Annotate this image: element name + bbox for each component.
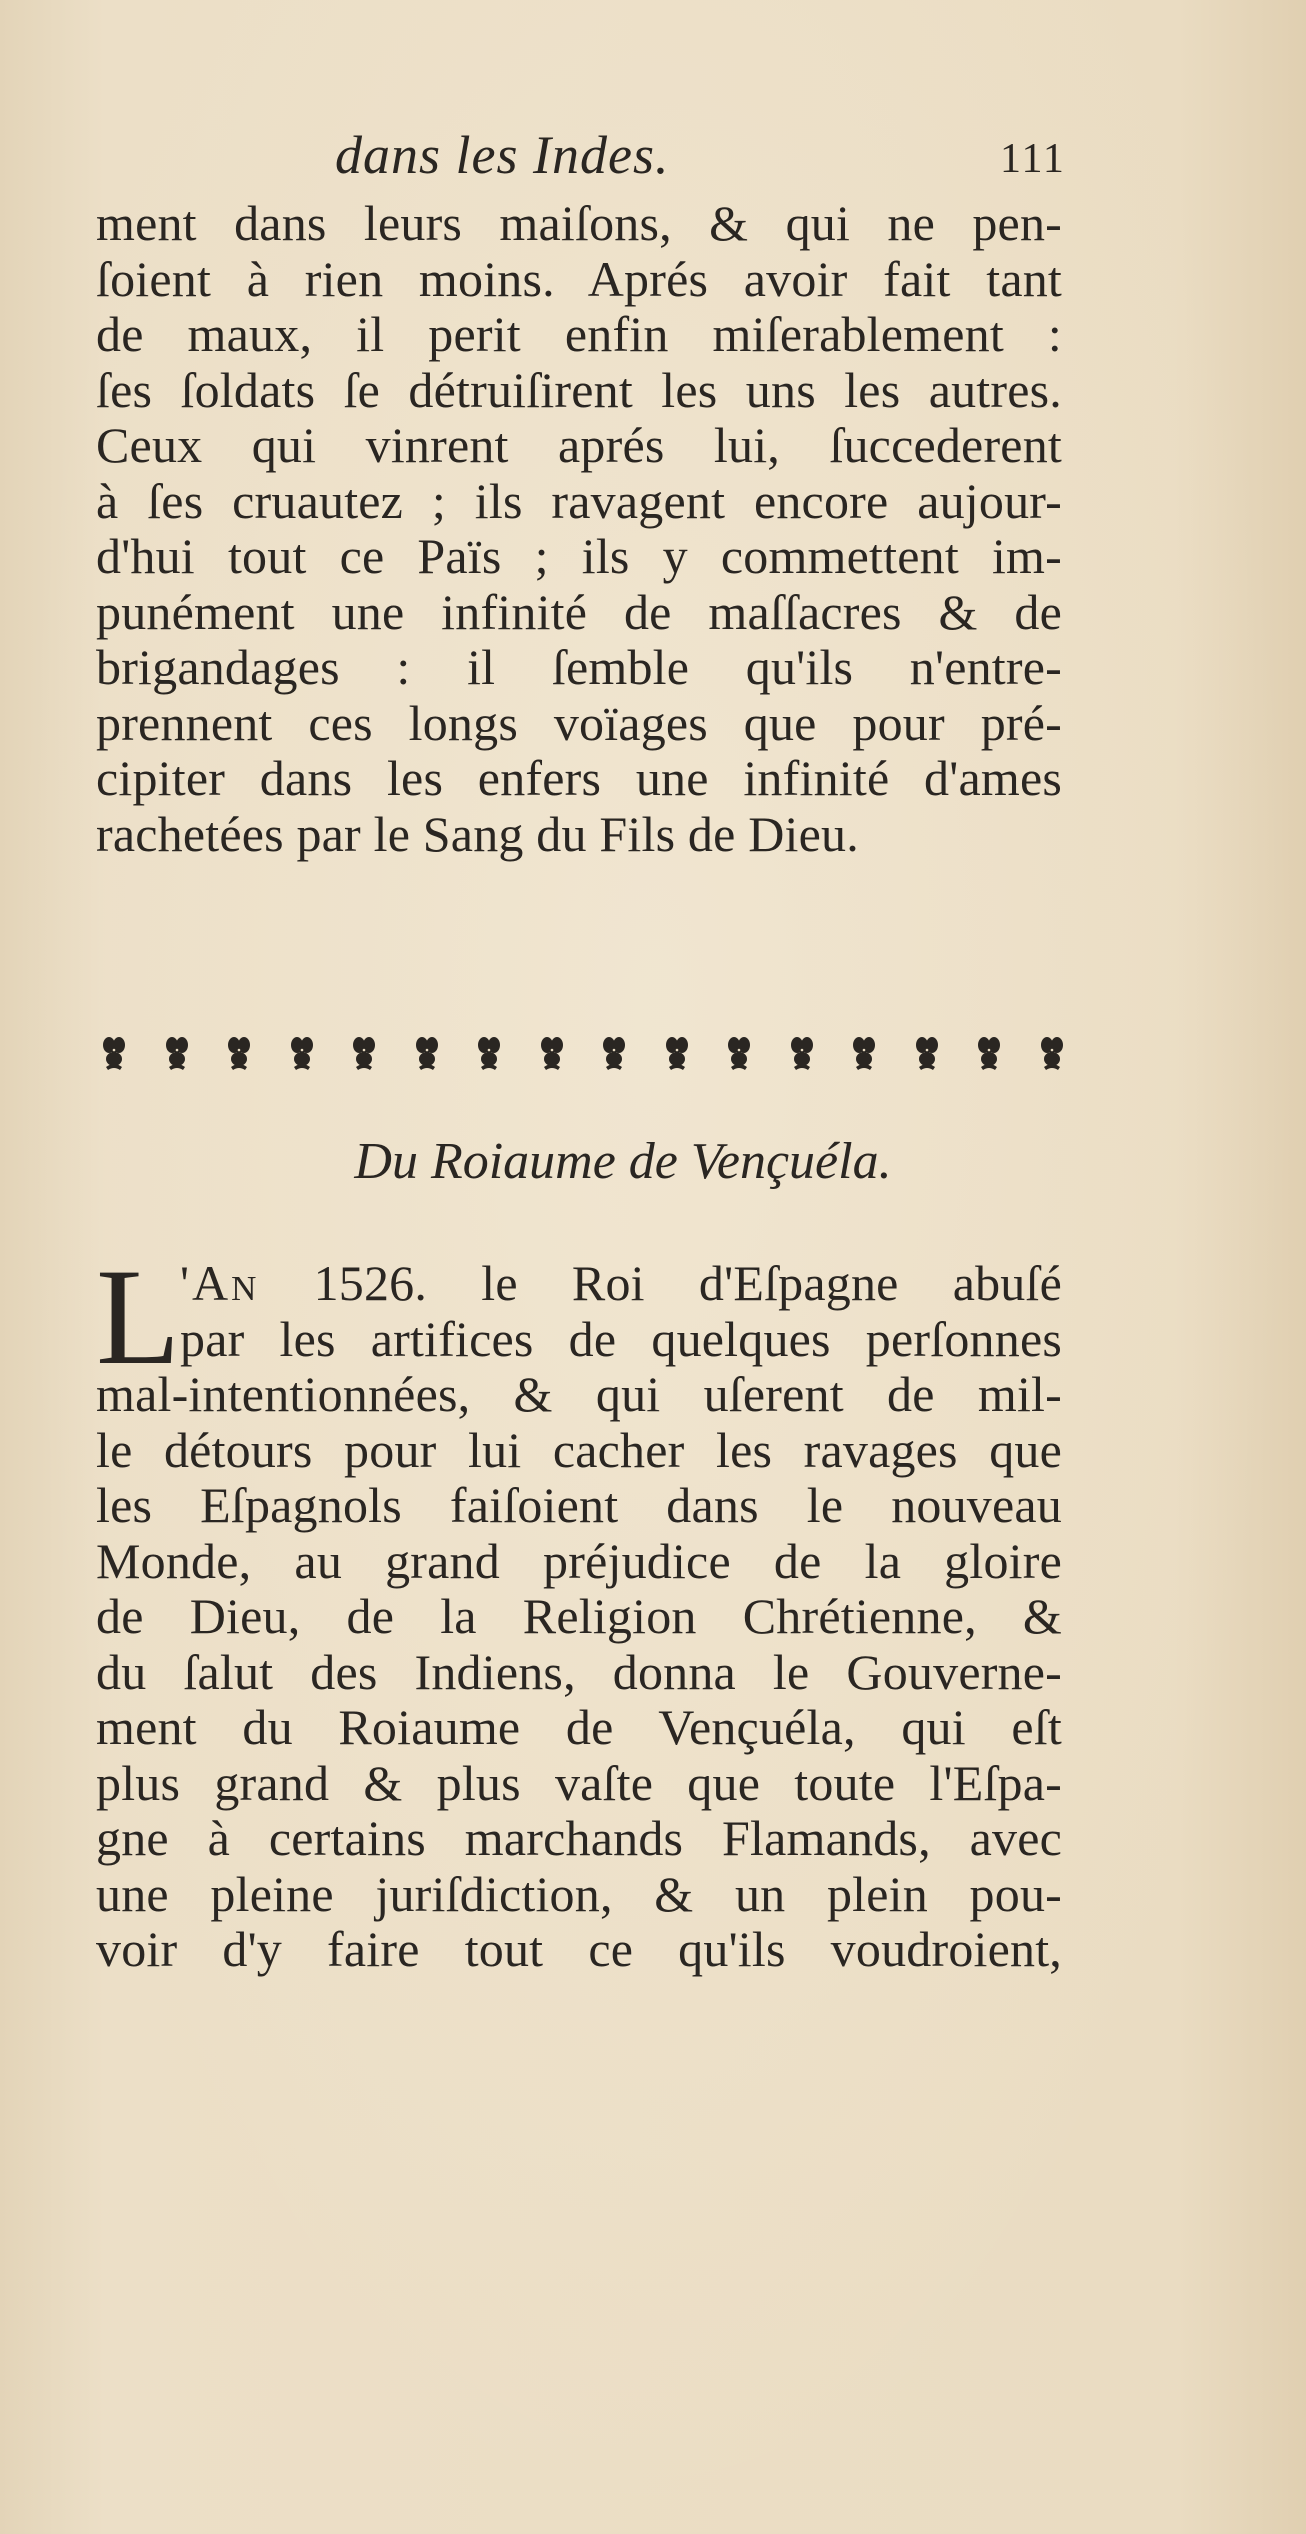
small-caps-opening: 'An <box>180 1255 260 1311</box>
text-line: du ſalut des Indiens, donna le Gouverne- <box>96 1643 1062 1700</box>
fleuron-icon <box>225 1033 253 1073</box>
text-line: rachetées par le Sang du Fils de Dieu. <box>96 805 859 862</box>
fleuron-icon <box>600 1033 628 1073</box>
chapter-heading: Du Roiaume de Vençuéla. <box>354 1133 892 1190</box>
text-line: d'hui tout ce Païs ; ils y commettent im- <box>96 528 1062 584</box>
text-line-first <box>96 1256 1062 1312</box>
fleuron-icon <box>725 1033 753 1073</box>
fleuron-icon <box>913 1033 941 1073</box>
fleuron-icon <box>413 1033 441 1073</box>
fleuron-icon <box>850 1033 878 1073</box>
text-line: Ceux qui vinrent aprés lui, ſuccederent <box>96 417 1062 473</box>
text-line: ment dans leurs maiſons, & qui ne pen- <box>96 195 1062 251</box>
text-line: prennent ces longs voïages que pour pré- <box>96 694 1062 751</box>
fleuron-icon <box>163 1033 191 1073</box>
fleuron-icon <box>288 1033 316 1073</box>
fleuron-icon <box>475 1033 503 1073</box>
text-line: par les artifices de quelques perſonnes <box>180 1310 1062 1367</box>
text-line: de maux, il perit enfin miſerablement : <box>96 306 1062 362</box>
fleuron-icon <box>975 1033 1003 1073</box>
drop-capital: L <box>96 1240 181 1393</box>
text-line: ment du Roiaume de Vençuéla, qui eſt <box>96 1699 1062 1755</box>
chapter-paragraph <box>96 1240 1062 1978</box>
text-line: voir d'y faire tout ce qu'ils voudroient, <box>96 1921 1062 1977</box>
fleuron-icon <box>788 1033 816 1073</box>
text-line: une pleine juriſdiction, & un plein pou- <box>96 1865 1062 1922</box>
fleuron-icon <box>350 1033 378 1073</box>
text-line: plus grand & plus vaſte que toute l'Eſpa- <box>96 1754 1062 1811</box>
text-line: le détours pour lui cacher les ravages que <box>96 1421 1062 1478</box>
text-line: de Dieu, de la Religion Chrétienne, & <box>96 1588 1062 1644</box>
running-head-title: dans les Indes. <box>335 125 670 185</box>
text-line: les Eſpagnols faiſoient dans le nouveau <box>96 1477 1062 1533</box>
text-line: ſoient à rien moins. Aprés avoir fait tant <box>96 250 1062 307</box>
text-line: à ſes cruautez ; ils ravagent encore aujour- <box>96 472 1062 529</box>
continued-paragraph <box>96 196 1062 862</box>
text-line: Monde, au grand préjudice de la gloire <box>96 1532 1062 1589</box>
page-number: 111 <box>1000 136 1066 182</box>
text-line: cipiter dans les enfers une infinité d'ames <box>96 750 1062 806</box>
text-line: ſes ſoldats ſe détruiſirent les uns les autres. <box>96 361 1062 418</box>
text-line: punément une infinité de maſſacres & de <box>96 583 1062 640</box>
fleuron-ornament-band <box>100 1025 1066 1081</box>
fleuron-icon <box>1038 1033 1066 1073</box>
text-line: gne à certains marchands Flamands, avec <box>96 1810 1062 1866</box>
text-line: mal-intentionnées, & qui uſerent de mil- <box>96 1366 1062 1422</box>
fleuron-icon <box>100 1033 128 1073</box>
text-line: brigandages : il ſemble qu'ils n'entre- <box>96 639 1062 695</box>
fleuron-icon <box>663 1033 691 1073</box>
fleuron-icon <box>538 1033 566 1073</box>
first-line-rest: 1526. le Roi d'Eſpagne abuſé <box>259 1255 1062 1311</box>
